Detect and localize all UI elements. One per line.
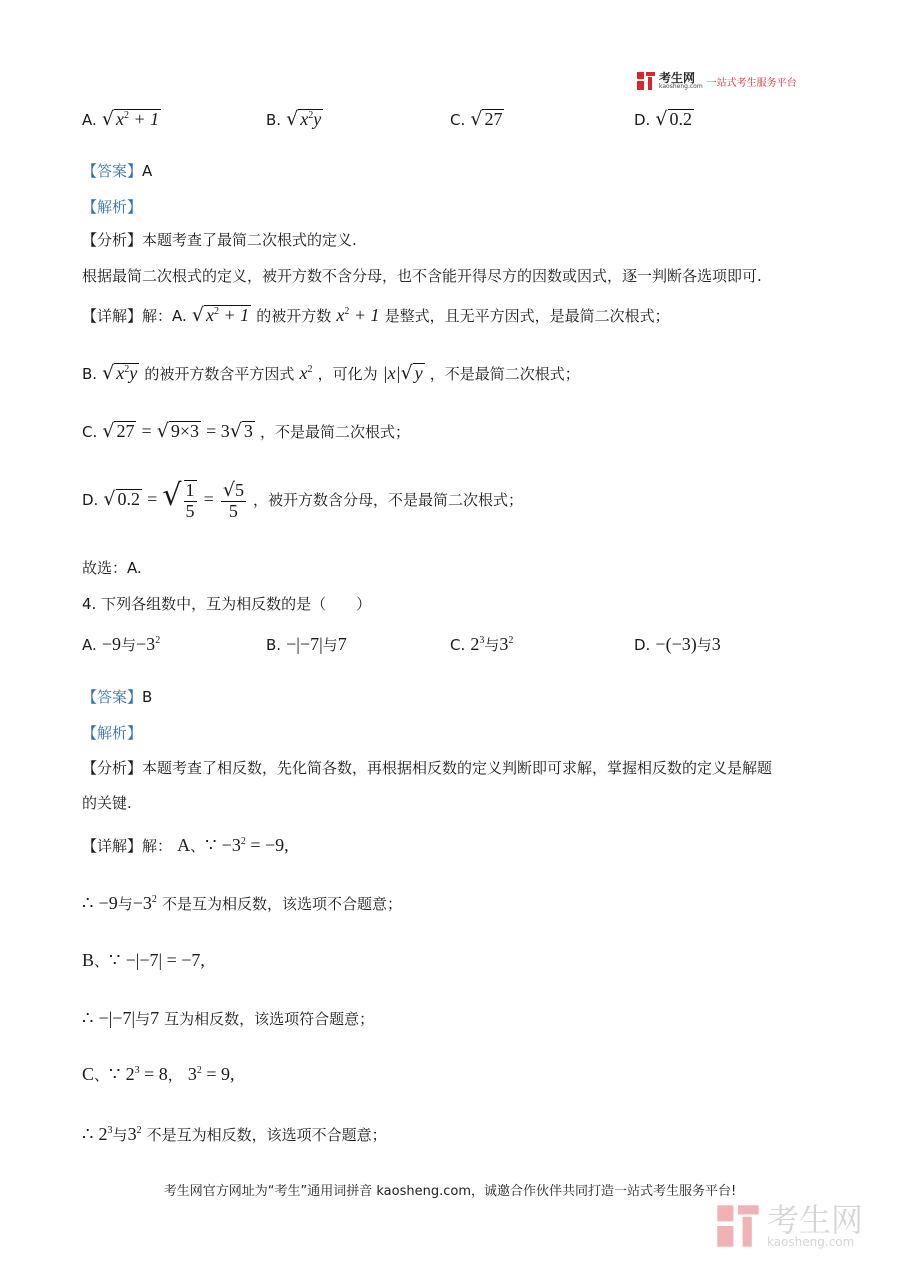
watermark-cn: 考生网 <box>767 1201 864 1239</box>
q4-stem: 4. 下列各组数中，互为相反数的是（ ） <box>82 595 372 613</box>
q4-concl-c: ∴ $2^3$与$3^2$ 不是互为相反数，该选项不合题意； <box>82 1124 387 1144</box>
q3-fenxi2: 根据最简二次根式的定义，被开方数不含分母，也不含能开得尽方的因数或因式，逐一判断各选项即可. <box>82 267 762 285</box>
logo-cn: 考生网 <box>659 71 696 85</box>
q4-concl-a: ∴ −9与$-3^2$ 不是互为相反数，该选项不合题意； <box>82 893 402 913</box>
q4-analysis-tag: 【解析】 <box>82 724 143 742</box>
q4-option-d[interactable]: D. −(−3)与3 <box>634 634 721 654</box>
header-logo <box>636 71 797 91</box>
q4-fenxi2: 的关键. <box>82 794 132 812</box>
q3-detail-c: C. √ 27 = √ 9×3 = 3√ 3 ，不是最简二次根式； <box>82 420 411 442</box>
logo-en: kaosheng.com <box>659 83 703 90</box>
q4-option-c[interactable]: C. $2^3$与$3^2$ <box>450 634 514 654</box>
q4-detail-c: C、∵ $2^3 = 8$， $3^2 = 9$, <box>82 1064 235 1084</box>
q3-answer: 【答案】A <box>82 162 153 180</box>
kaosheng-logo-icon <box>636 71 656 91</box>
header-slogan: 一站式考生服务平台 <box>706 77 797 89</box>
q3-option-b[interactable]: B. √ $x^2y$ <box>266 108 322 130</box>
q4-concl-b: ∴ −|−7|与7 互为相反数，该选项符合题意； <box>82 1008 375 1028</box>
q4-detail-b: B、∵ −|−7| = −7, <box>82 950 205 970</box>
q3-detail-a: 【详解】解：A. √ $x^2 + 1$ 的被开方数 $x^2 + 1$ 是整式，且无平方因式，是最简二次根式； <box>82 304 670 326</box>
q4-option-a[interactable]: A. −9与$-3^2$ <box>82 634 161 654</box>
q3-option-c[interactable]: C. √ 27 <box>450 108 503 130</box>
q4-detail-a: 【详解】解： A、∵ $-3^2 = -9$, <box>82 835 289 855</box>
watermark-en: kaosheng.com <box>767 1235 855 1249</box>
q3-fenxi: 【分析】本题考查了最简二次根式的定义. <box>82 231 357 249</box>
q3-detail-b: B. √ $x^2y$ 的被开方数含平方因式 $x^2$ ，可化为 |x|√ y ，不是最简二次根式； <box>82 362 580 384</box>
q3-conclusion: 故选：A. <box>82 559 142 577</box>
watermark-logo <box>715 1203 863 1249</box>
footer-text: 考生网官方网址为“考生”通用词拼音 kaosheng.com，诚邀合作伙伴共同打造一站式考生服务平台! <box>163 1184 737 1199</box>
watermark-logo-icon <box>715 1203 761 1249</box>
q3-option-a[interactable]: A. √ $x^2 + 1$ <box>82 108 160 130</box>
q3-option-d[interactable]: D. √ 0.2 <box>634 108 693 130</box>
q3-analysis-tag: 【解析】 <box>82 198 143 216</box>
q4-answer: 【答案】B <box>82 688 153 706</box>
q4-option-b[interactable]: B. −|−7|与7 <box>266 634 347 654</box>
q4-fenxi: 【分析】本题考查了相反数，先化简各数，再根据相反数的定义判断即可求解，掌握相反数的定义是解题 <box>82 759 773 777</box>
q3-detail-d: D. √ 0.2 = √ $\frac{1}{5}$ = $\frac{√5}{5}$ ，被开方数含分母，不是最简二次根式； <box>82 478 524 521</box>
